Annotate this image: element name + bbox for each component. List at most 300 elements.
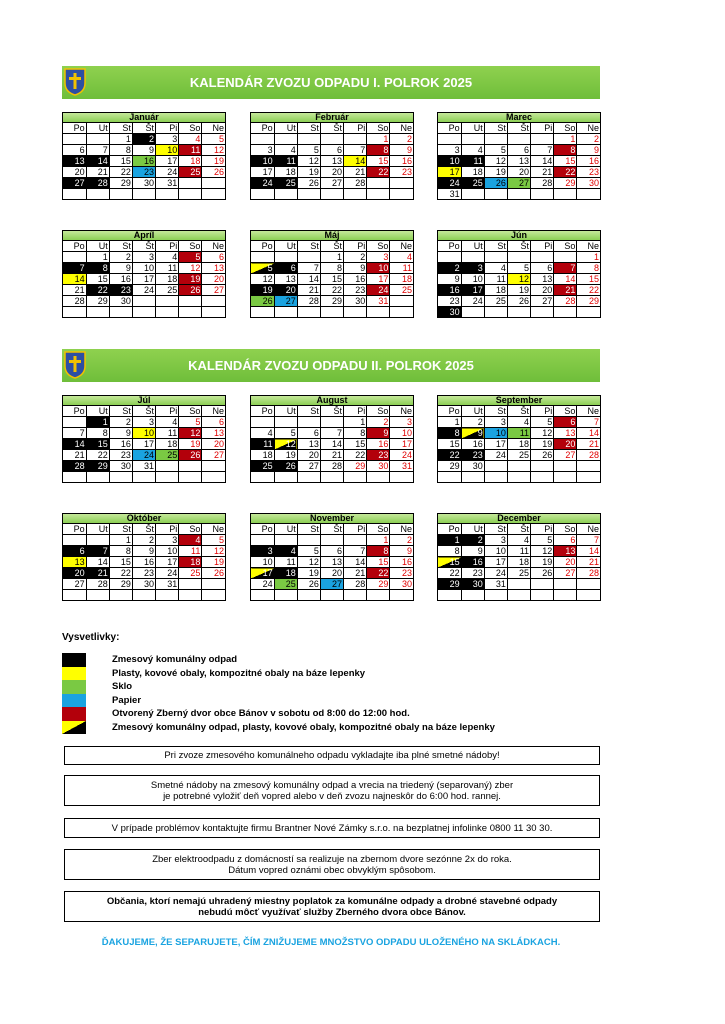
- calendar-day: 4: [179, 535, 202, 546]
- calendar-day: 11: [461, 156, 484, 167]
- calendar-day: 10: [132, 428, 155, 439]
- month-calendar: [62, 513, 226, 601]
- weekday-header: So: [179, 406, 202, 417]
- calendar-empty-cell: [297, 472, 320, 483]
- calendar-day: 6: [63, 546, 86, 557]
- calendar-empty-cell: [251, 189, 274, 200]
- calendar-empty-cell: [109, 472, 132, 483]
- calendar-empty-cell: [179, 307, 202, 318]
- month-name: Január: [63, 113, 225, 123]
- legend-swatch: [62, 707, 86, 721]
- calendar-empty-cell: [484, 472, 507, 483]
- calendar-day: 4: [507, 417, 530, 428]
- calendar-empty-cell: [297, 417, 320, 428]
- calendar-day: 1: [438, 417, 461, 428]
- legend-title: Vysvetlivky:: [62, 632, 120, 643]
- calendar-empty-cell: [344, 472, 367, 483]
- calendar-empty-cell: [86, 189, 109, 200]
- calendar-day: 7: [531, 145, 554, 156]
- month-name: Júl: [63, 396, 225, 406]
- weekday-header: Pi: [531, 524, 554, 535]
- weekday-header: St: [109, 406, 132, 417]
- weekday-header: Ne: [202, 406, 225, 417]
- calendar-empty-cell: [297, 590, 320, 601]
- calendar-day: 21: [554, 285, 577, 296]
- calendar-day: 23: [132, 167, 155, 178]
- calendar-day: 3: [132, 417, 155, 428]
- calendar-day: 8: [577, 263, 600, 274]
- month-name: Október: [63, 514, 225, 524]
- calendar-empty-cell: [202, 178, 225, 189]
- calendar-empty-cell: [132, 189, 155, 200]
- calendar-day: 5: [202, 134, 225, 145]
- calendar-empty-cell: [531, 307, 554, 318]
- calendar-day: 23: [390, 167, 413, 178]
- calendar-day: 26: [202, 167, 225, 178]
- calendar-empty-cell: [274, 535, 297, 546]
- weekday-header: Ut: [86, 241, 109, 252]
- banner-title: KALENDÁR ZVOZU ODPADU I. POLROK 2025: [189, 75, 473, 90]
- calendar-day: 18: [251, 450, 274, 461]
- calendar-day: 7: [577, 535, 600, 546]
- weekday-header: Št: [320, 524, 343, 535]
- weekday-header: So: [554, 524, 577, 535]
- calendar-day: 15: [86, 439, 109, 450]
- month-name: Jún: [438, 231, 600, 241]
- calendar-day: 5: [179, 417, 202, 428]
- calendar-day: 9: [132, 546, 155, 557]
- calendar-day: 30: [367, 461, 390, 472]
- calendar-empty-cell: [344, 590, 367, 601]
- weekday-header: St: [297, 241, 320, 252]
- calendar-empty-cell: [156, 296, 179, 307]
- calendar-empty-cell: [274, 134, 297, 145]
- calendar-day: 16: [577, 156, 600, 167]
- weekday-header: Št: [132, 406, 155, 417]
- calendar-day: 11: [507, 428, 530, 439]
- calendar-empty-cell: [531, 134, 554, 145]
- calendar-day: 3: [438, 145, 461, 156]
- weekday-header: Ut: [274, 406, 297, 417]
- weekday-header: Št: [320, 123, 343, 134]
- calendar-day: 14: [86, 156, 109, 167]
- calendar-empty-cell: [156, 472, 179, 483]
- weekday-header: Po: [251, 406, 274, 417]
- calendar-empty-cell: [461, 590, 484, 601]
- calendar-empty-cell: [132, 590, 155, 601]
- calendar-day: 28: [86, 579, 109, 590]
- calendar-day: 27: [202, 285, 225, 296]
- calendar-day: 17: [251, 167, 274, 178]
- calendar-empty-cell: [251, 134, 274, 145]
- weekday-header: Ne: [390, 524, 413, 535]
- calendar-empty-cell: [531, 579, 554, 590]
- calendar-day: 12: [507, 274, 530, 285]
- note-text: Smetné nádoby na zmesový komunálny odpad a vrecia na triedený (separovaný) zber: [150, 779, 514, 791]
- calendar-day: 22: [109, 167, 132, 178]
- month-calendar: [437, 395, 601, 483]
- calendar-empty-cell: [320, 307, 343, 318]
- calendar-empty-cell: [156, 307, 179, 318]
- calendar-day: 2: [577, 134, 600, 145]
- calendar-day: 10: [251, 557, 274, 568]
- calendar-day: 6: [274, 263, 297, 274]
- calendar-empty-cell: [390, 590, 413, 601]
- calendar-day: 18: [179, 156, 202, 167]
- month-calendar: [437, 513, 601, 601]
- calendar-day: 6: [320, 145, 343, 156]
- calendar-day: 20: [274, 285, 297, 296]
- calendar-day: 21: [577, 439, 600, 450]
- calendar-day: 20: [554, 439, 577, 450]
- month-name: August: [251, 396, 413, 406]
- calendar-day: 22: [344, 450, 367, 461]
- calendar-day: 4: [156, 252, 179, 263]
- calendar-day: 26: [274, 461, 297, 472]
- legend-swatch: [62, 653, 86, 667]
- calendar-day: 23: [344, 285, 367, 296]
- weekday-header: Po: [63, 406, 86, 417]
- calendar-empty-cell: [461, 472, 484, 483]
- calendar-day: 18: [156, 274, 179, 285]
- calendar-day: 12: [484, 156, 507, 167]
- weekday-header: Ne: [202, 524, 225, 535]
- calendar-day: 30: [577, 178, 600, 189]
- calendar-day: 24: [251, 178, 274, 189]
- calendar-day: 1: [320, 252, 343, 263]
- calendar-day: 24: [461, 296, 484, 307]
- calendar-day: 11: [507, 546, 530, 557]
- calendar-empty-cell: [251, 307, 274, 318]
- calendar-day: 30: [390, 579, 413, 590]
- calendar-empty-cell: [577, 189, 600, 200]
- calendar-day: 26: [531, 450, 554, 461]
- calendar-day: 21: [63, 450, 86, 461]
- weekday-header: Št: [507, 123, 530, 134]
- weekday-header: Št: [507, 524, 530, 535]
- weekday-header: Št: [320, 241, 343, 252]
- legend-label: Papier: [112, 694, 142, 706]
- calendar-day: 19: [531, 439, 554, 450]
- calendar-day: 26: [297, 579, 320, 590]
- calendar-day: 31: [438, 189, 461, 200]
- calendar-day: 11: [274, 557, 297, 568]
- note-text: Dátum vopred oznámi obec obvyklým spôsobom.: [228, 864, 436, 876]
- calendar-empty-cell: [202, 579, 225, 590]
- calendar-day: 20: [202, 274, 225, 285]
- calendar-day: 29: [109, 579, 132, 590]
- calendar-day: 21: [297, 285, 320, 296]
- calendar-day: 23: [438, 296, 461, 307]
- weekday-header: Pi: [156, 123, 179, 134]
- calendar-empty-cell: [531, 590, 554, 601]
- calendar-day: 12: [179, 263, 202, 274]
- calendar-empty-cell: [461, 307, 484, 318]
- calendar-day: 1: [86, 252, 109, 263]
- calendar-empty-cell: [320, 134, 343, 145]
- calendar-day: 5: [297, 145, 320, 156]
- calendar-empty-cell: [179, 178, 202, 189]
- month-calendar: [62, 112, 226, 200]
- calendar-day: 16: [344, 274, 367, 285]
- weekday-header: Št: [507, 406, 530, 417]
- note-fee-warning: [64, 891, 600, 922]
- month-calendar: [62, 230, 226, 318]
- calendar-day: 26: [202, 568, 225, 579]
- calendar-day: 22: [86, 450, 109, 461]
- calendar-day: 14: [63, 274, 86, 285]
- calendar-day: 10: [132, 263, 155, 274]
- calendar-day: 25: [507, 450, 530, 461]
- calendar-empty-cell: [297, 189, 320, 200]
- calendar-day: 13: [202, 428, 225, 439]
- weekday-header: St: [109, 123, 132, 134]
- calendar-day: 8: [320, 263, 343, 274]
- calendar-day: 6: [297, 428, 320, 439]
- calendar-day: 11: [274, 156, 297, 167]
- calendar-day: 12: [251, 274, 274, 285]
- calendar-empty-cell: [577, 461, 600, 472]
- calendar-day: 4: [274, 145, 297, 156]
- calendar-empty-cell: [438, 134, 461, 145]
- calendar-empty-cell: [507, 307, 530, 318]
- weekday-header: Ut: [461, 123, 484, 134]
- calendar-day: 22: [320, 285, 343, 296]
- calendar-empty-cell: [367, 472, 390, 483]
- calendar-day: 14: [554, 274, 577, 285]
- calendar-day: 31: [367, 296, 390, 307]
- calendar-empty-cell: [297, 535, 320, 546]
- weekday-header: St: [484, 524, 507, 535]
- calendar-empty-cell: [86, 590, 109, 601]
- calendar-day: 17: [484, 439, 507, 450]
- weekday-header: Ne: [577, 524, 600, 535]
- calendar-day: 1: [367, 134, 390, 145]
- calendar-day: 23: [461, 450, 484, 461]
- calendar-day: 2: [390, 535, 413, 546]
- calendar-day: 13: [531, 274, 554, 285]
- calendar-day: 12: [274, 439, 297, 450]
- calendar-empty-cell: [320, 590, 343, 601]
- calendar-day: 9: [577, 145, 600, 156]
- calendar-empty-cell: [438, 472, 461, 483]
- calendar-empty-cell: [554, 472, 577, 483]
- calendar-empty-cell: [390, 296, 413, 307]
- calendar-day: 29: [109, 178, 132, 189]
- calendar-day: 15: [367, 557, 390, 568]
- calendar-day: 4: [390, 252, 413, 263]
- legend-label: Otvorený Zberný dvor obce Bánov v sobotu od 8:00 do 12:00 hod.: [112, 708, 410, 719]
- calendar-day: 15: [344, 439, 367, 450]
- calendar-empty-cell: [202, 461, 225, 472]
- calendar-day: 27: [554, 450, 577, 461]
- calendar-day: 28: [344, 579, 367, 590]
- calendar-empty-cell: [156, 461, 179, 472]
- calendar-day: 16: [438, 285, 461, 296]
- calendar-day: 8: [109, 145, 132, 156]
- calendar-day: 10: [461, 274, 484, 285]
- calendar-day: 3: [132, 252, 155, 263]
- weekday-header: Pi: [531, 241, 554, 252]
- calendar-day: 17: [390, 439, 413, 450]
- calendar-day: 15: [86, 274, 109, 285]
- calendar-day: 9: [367, 428, 390, 439]
- calendar-day: 2: [132, 535, 155, 546]
- calendar-empty-cell: [390, 189, 413, 200]
- calendar-day: 20: [320, 568, 343, 579]
- legend-swatch: [62, 667, 86, 681]
- calendar-day: 31: [390, 461, 413, 472]
- calendar-day: 1: [438, 535, 461, 546]
- calendar-day: 14: [297, 274, 320, 285]
- calendar-day: 8: [438, 428, 461, 439]
- calendar-day: 15: [438, 439, 461, 450]
- calendar-day: 3: [484, 417, 507, 428]
- calendar-day: 21: [86, 167, 109, 178]
- weekday-header: Pi: [531, 123, 554, 134]
- calendar-day: 24: [484, 450, 507, 461]
- weekday-header: Ut: [274, 241, 297, 252]
- calendar-day: 6: [531, 263, 554, 274]
- calendar-day: 28: [344, 178, 367, 189]
- calendar-day: 8: [109, 546, 132, 557]
- calendar-empty-cell: [63, 252, 86, 263]
- calendar-day: 9: [109, 428, 132, 439]
- calendar-day: 6: [63, 145, 86, 156]
- calendar-day: 9: [344, 263, 367, 274]
- weekday-header: So: [554, 123, 577, 134]
- legend-swatch: [62, 721, 86, 735]
- weekday-header: Po: [63, 123, 86, 134]
- calendar-day: 2: [390, 134, 413, 145]
- calendar-day: 22: [554, 167, 577, 178]
- legend-label: Sklo: [112, 681, 133, 692]
- calendar-empty-cell: [320, 472, 343, 483]
- calendar-day: 8: [367, 145, 390, 156]
- calendar-empty-cell: [531, 252, 554, 263]
- legend-swatch: [62, 694, 86, 708]
- calendar-day: 28: [86, 178, 109, 189]
- calendar-day: 24: [156, 568, 179, 579]
- calendar-day: 30: [132, 579, 155, 590]
- calendar-day: 17: [132, 274, 155, 285]
- calendar-day: 25: [274, 579, 297, 590]
- calendar-empty-cell: [202, 590, 225, 601]
- calendar-day: 11: [179, 546, 202, 557]
- calendar-empty-cell: [390, 178, 413, 189]
- calendar-day: 29: [554, 178, 577, 189]
- calendar-empty-cell: [274, 472, 297, 483]
- calendar-day: 25: [156, 285, 179, 296]
- calendar-day: 4: [156, 417, 179, 428]
- calendar-empty-cell: [251, 252, 274, 263]
- calendar-day: 27: [297, 461, 320, 472]
- calendar-day: 2: [367, 417, 390, 428]
- calendar-empty-cell: [554, 590, 577, 601]
- calendar-empty-cell: [179, 296, 202, 307]
- calendar-day: 14: [344, 557, 367, 568]
- calendar-day: 14: [86, 557, 109, 568]
- calendar-empty-cell: [274, 307, 297, 318]
- calendar-day: 29: [320, 296, 343, 307]
- calendar-day: 3: [461, 263, 484, 274]
- weekday-header: So: [179, 241, 202, 252]
- calendar-day: 16: [390, 156, 413, 167]
- calendar-day: 26: [297, 178, 320, 189]
- calendar-empty-cell: [179, 579, 202, 590]
- calendar-day: 17: [367, 274, 390, 285]
- weekday-header: Ut: [461, 406, 484, 417]
- calendar-empty-cell: [132, 296, 155, 307]
- calendar-day: 20: [531, 285, 554, 296]
- calendar-empty-cell: [86, 472, 109, 483]
- calendar-day: 4: [461, 145, 484, 156]
- calendar-day: 13: [320, 156, 343, 167]
- weekday-header: St: [484, 406, 507, 417]
- header-banner-first-half: [62, 66, 600, 99]
- legend-label: Plasty, kovové obaly, kompozitné obaly na báze lepenky: [112, 667, 366, 679]
- calendar-empty-cell: [63, 590, 86, 601]
- calendar-day: 18: [390, 274, 413, 285]
- calendar-day: 20: [63, 568, 86, 579]
- weekday-header: Po: [438, 406, 461, 417]
- calendar-empty-cell: [507, 252, 530, 263]
- calendar-day: 6: [554, 417, 577, 428]
- calendar-day: 4: [484, 263, 507, 274]
- calendar-empty-cell: [507, 461, 530, 472]
- calendar-empty-cell: [484, 461, 507, 472]
- calendar-empty-cell: [320, 417, 343, 428]
- calendar-day: 16: [390, 557, 413, 568]
- calendar-empty-cell: [274, 252, 297, 263]
- calendar-day: 1: [577, 252, 600, 263]
- calendar-day: 4: [507, 535, 530, 546]
- month-name: Máj: [251, 231, 413, 241]
- calendar-empty-cell: [484, 590, 507, 601]
- calendar-empty-cell: [438, 590, 461, 601]
- calendar-day: 18: [507, 439, 530, 450]
- calendar-empty-cell: [251, 535, 274, 546]
- calendar-day: 12: [202, 145, 225, 156]
- calendar-day: 25: [461, 178, 484, 189]
- calendar-empty-cell: [484, 252, 507, 263]
- legend-swatch: [62, 680, 86, 694]
- calendar-day: 26: [251, 296, 274, 307]
- calendar-empty-cell: [156, 590, 179, 601]
- calendar-day: 22: [438, 568, 461, 579]
- weekday-header: Ne: [577, 406, 600, 417]
- calendar-day: 3: [484, 535, 507, 546]
- calendar-day: 24: [156, 167, 179, 178]
- weekday-header: Po: [438, 241, 461, 252]
- calendar-day: 27: [320, 579, 343, 590]
- weekday-header: St: [484, 123, 507, 134]
- calendar-empty-cell: [484, 134, 507, 145]
- calendar-day: 2: [132, 134, 155, 145]
- calendar-day: 18: [274, 568, 297, 579]
- calendar-day: 18: [461, 167, 484, 178]
- calendar-day: 19: [484, 167, 507, 178]
- calendar-empty-cell: [507, 134, 530, 145]
- note-text: nebudú môcť využívať služby Zberného dvora obce Bánov.: [198, 906, 466, 918]
- calendar-day: 25: [179, 167, 202, 178]
- calendar-day: 19: [297, 167, 320, 178]
- calendar-day: 25: [156, 450, 179, 461]
- calendar-empty-cell: [320, 535, 343, 546]
- calendar-day: 30: [461, 461, 484, 472]
- calendar-empty-cell: [554, 189, 577, 200]
- calendar-day: 9: [390, 145, 413, 156]
